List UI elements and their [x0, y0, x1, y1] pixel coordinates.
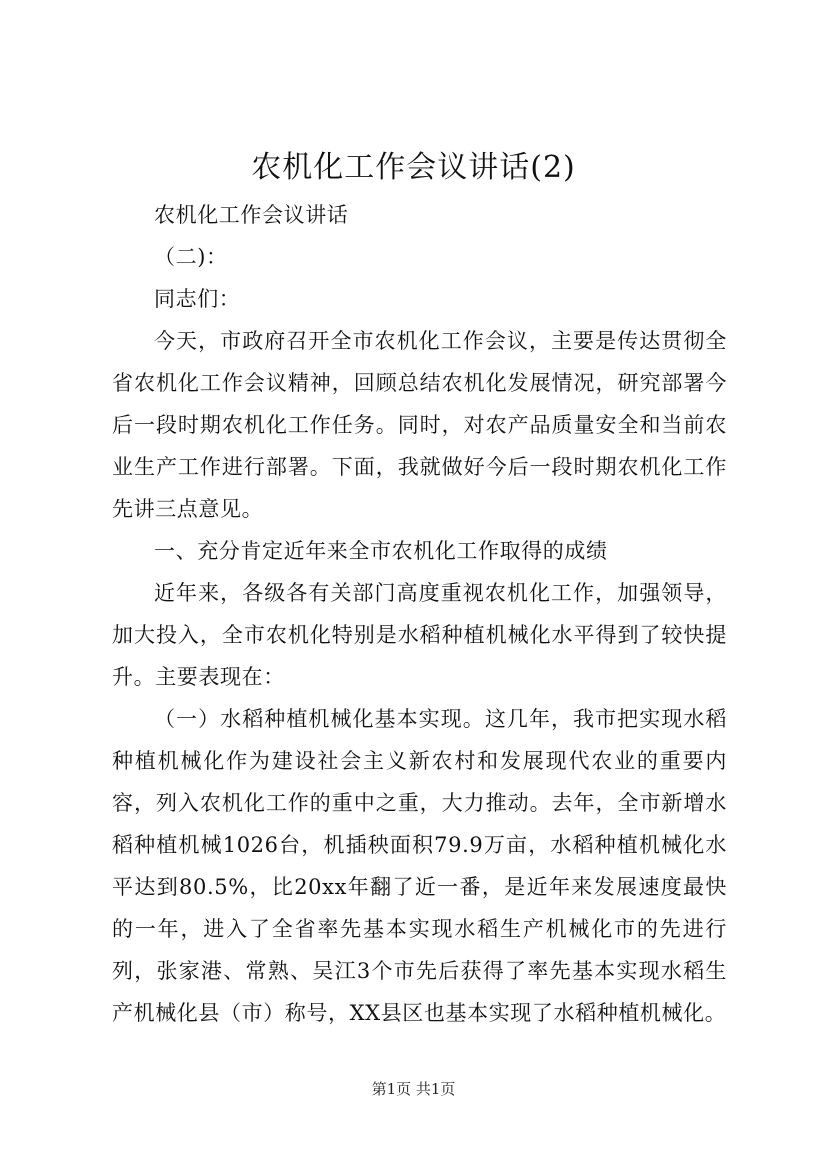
- page-footer: 第1页 共1页: [371, 1080, 456, 1098]
- paragraph-rice-mechanization: （一）水稻种植机械化基本实现。这几年，我市把实现水稻种植机械化作为建设社会主义新农村和发展现代农业的重要内容，列入农机化工作的重中之重，大力推动。去年，全市新增水稻种植机械1026台，机插秧面积79.9万亩，水稻种植机械化水平达到80.5%，比20xx年翻了近一番，是近年来发展速度最快的一年，进入了全省率先基本实现水稻生产机械化市的先进行列，张家港、常熟、吴江3个市先后获得了率先基本实现水稻生产机械化县（市）称号，XX县区也基本实现了水稻种植机械化。: [112, 707, 727, 1025]
- paragraph-overview: 近年来，各级各有关部门高度重视农机化工作，加强领导，加大投入，全市农机化特别是水稻种植机械化水平得到了较快提升。主要表现在：: [112, 581, 727, 689]
- document-title: 农机化工作会议讲话(2): [251, 150, 576, 185]
- paragraph-section-heading: 一、充分肯定近年来全市农机化工作取得的成绩: [154, 539, 608, 563]
- paragraph-salutation: 同志们：: [154, 287, 241, 311]
- document-body: [112, 194, 727, 1034]
- paragraph-part-number: （二)：: [154, 245, 228, 269]
- paragraph-subtitle: 农机化工作会议讲话: [154, 203, 349, 227]
- paragraph-opening: 今天，市政府召开全市农机化工作会议，主要是传达贯彻全省农机化工作会议精神，回顾总结农机化发展情况，研究部署今后一段时期农机化工作任务。同时，对农产品质量安全和当前农业生产工作进行部署。下面，我就做好今后一段时期农机化工作先讲三点意见。: [112, 329, 727, 521]
